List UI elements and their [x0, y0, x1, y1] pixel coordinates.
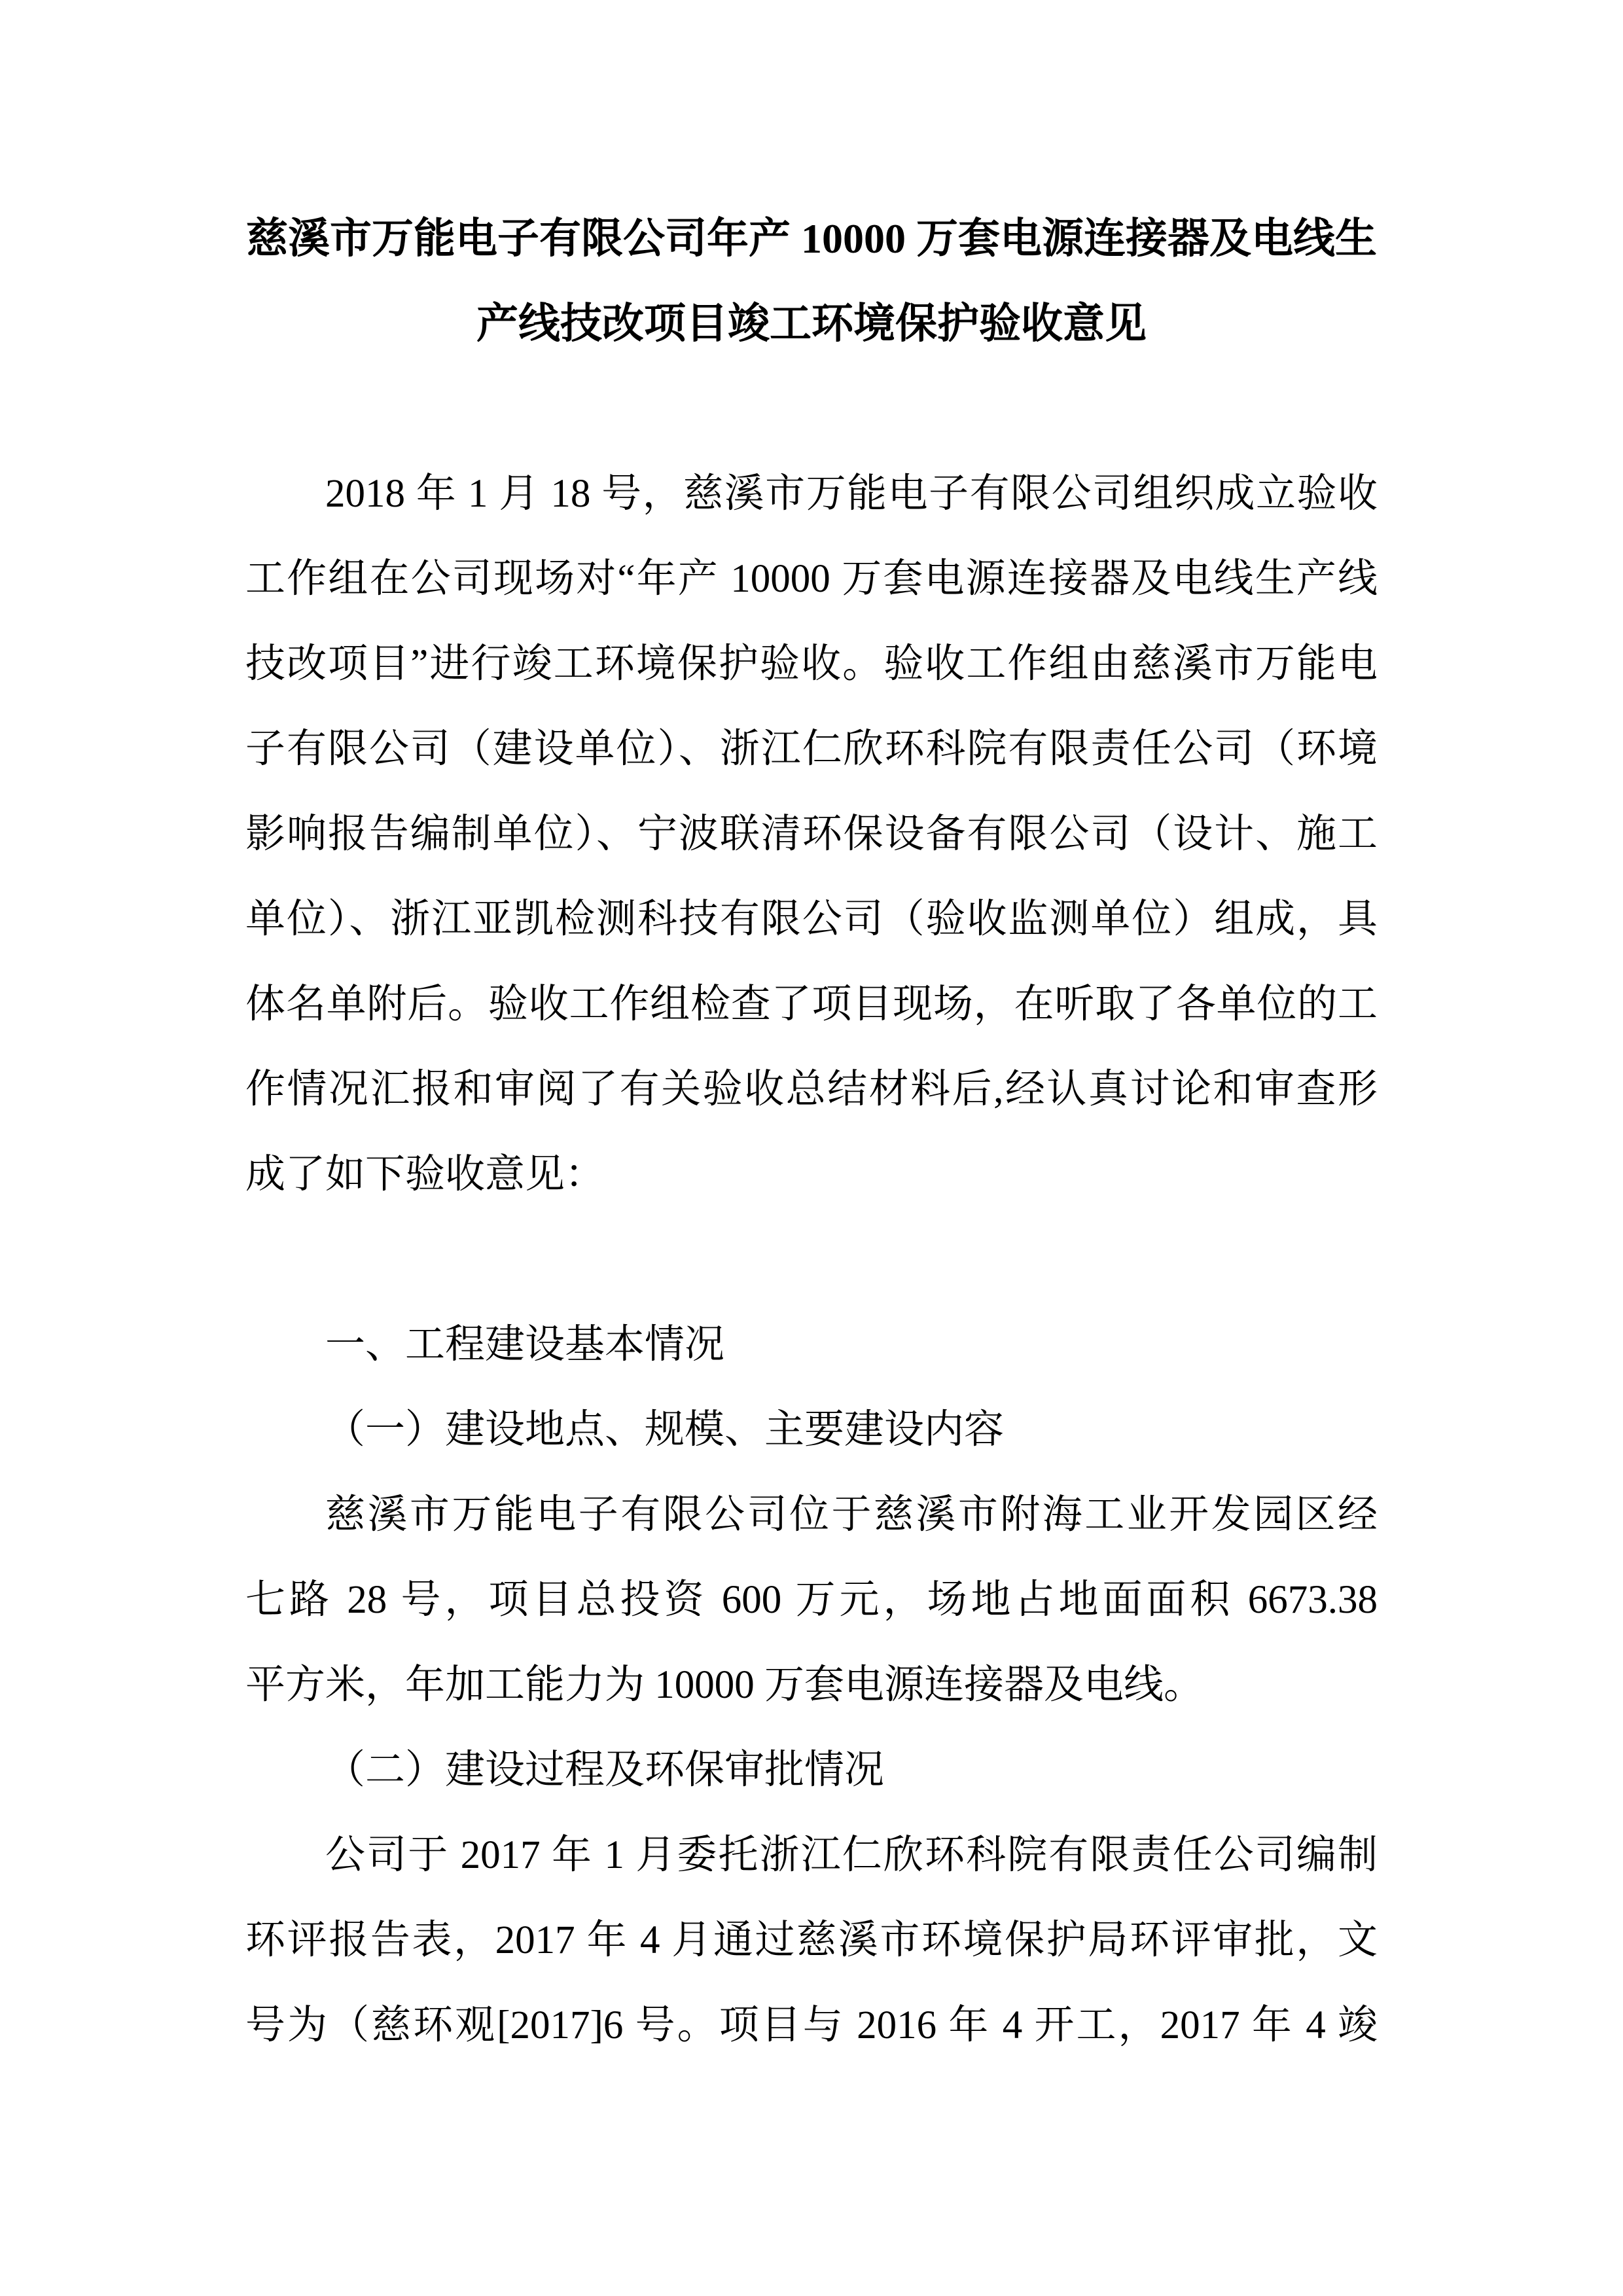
document-title-line: 慈溪市万能电子有限公司年产 10000 万套电源连接器及电线生 — [246, 215, 1377, 262]
construction-scale-line: 平方米，年加工能力为 10000 万套电源连接器及电线。 — [245, 1663, 1204, 1707]
construction-scale-line: 七路 28 号，项目总投资 600 万元，场地占地面面积 6673.38 — [245, 1578, 1378, 1622]
intro-paragraph-line: 技改项目”进行竣工环境保护验收。验收工作组由慈溪市万能电 — [245, 642, 1378, 686]
approval-process-line: 环评报告表，2017 年 4 月通过慈溪市环境保护局环评审批，文 — [245, 1918, 1378, 1962]
intro-paragraph-line: 作情况汇报和审阅了有关验收总结材料后,经认真讨论和审查形 — [245, 1067, 1378, 1111]
section-1-heading: 一、工程建设基本情况 — [325, 1323, 725, 1367]
approval-process-line: 公司于 2017 年 1 月委托浙江仁欣环科院有限责任公司编制 — [325, 1833, 1378, 1877]
approval-process-paragraph — [245, 1813, 1378, 2068]
document-title-line: 产线技改项目竣工环境保护验收意见 — [476, 300, 1147, 347]
intro-paragraph-line: 成了如下验收意见： — [245, 1153, 605, 1196]
blank-line — [245, 1217, 1378, 1302]
intro-paragraph-line: 子有限公司（建设单位）、浙江仁欣环科院有限责任公司（环境 — [245, 727, 1378, 771]
intro-paragraph-line: 体名单附后。验收工作组检查了项目现场，在听取了各单位的工 — [245, 982, 1378, 1026]
construction-scale-paragraph — [245, 1473, 1378, 1728]
subsection-1-2-heading: （二）建设过程及环保审批情况 — [325, 1748, 885, 1792]
intro-paragraph-line: 影响报告编制单位）、宁波联清环保设备有限公司（设计、施工 — [245, 812, 1378, 856]
intro-paragraph-line: 单位）、浙江亚凯检测科技有限公司（验收监测单位）组成，具 — [245, 897, 1378, 941]
intro-paragraph — [245, 452, 1378, 1217]
construction-scale-line: 慈溪市万能电子有限公司位于慈溪市附海工业开发园区经 — [325, 1493, 1378, 1537]
subsection-1-1-heading: （一）建设地点、规模、主要建设内容 — [325, 1408, 1005, 1452]
intro-paragraph-line: 2018 年 1 月 18 号，慈溪市万能电子有限公司组织成立验收 — [325, 472, 1378, 516]
blank-line — [245, 367, 1378, 452]
intro-paragraph-line: 工作组在公司现场对“年产 10000 万套电源连接器及电线生产线 — [245, 557, 1378, 601]
document-title — [245, 196, 1378, 367]
approval-process-line: 号为（慈环观[2017]6 号。项目与 2016 年 4 开工，2017 年 4 竣 — [245, 2003, 1378, 2047]
